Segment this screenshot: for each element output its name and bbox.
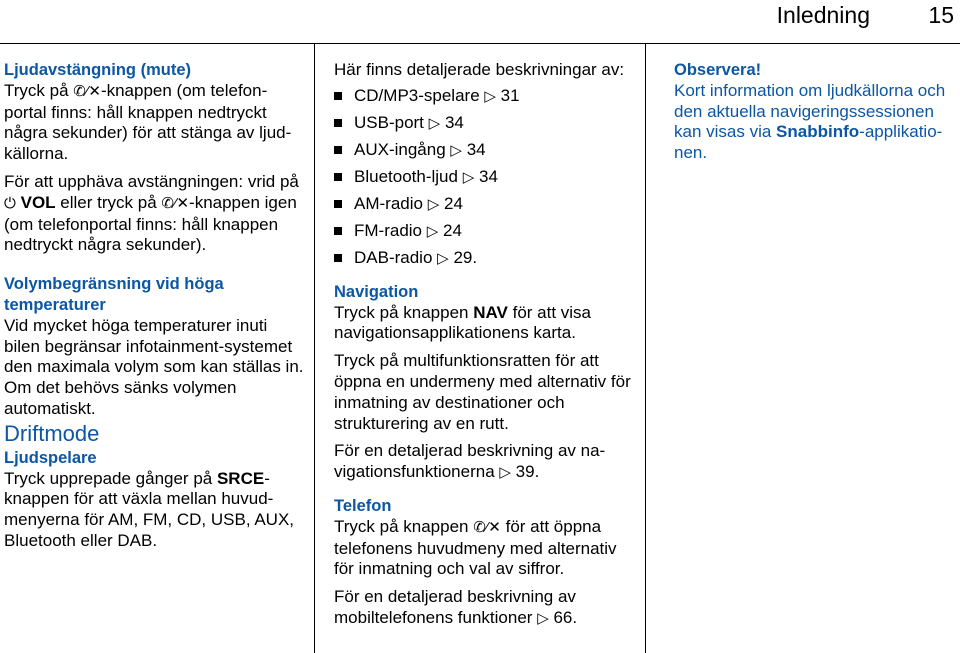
player-paragraph [4,469,304,552]
volume-limit-text: Vid mycket höga temperaturer inuti bilen begränsar infotainment-systemet den maximala volym som kan ställas in. Om det behövs sänks volymen automatiskt. [4,315,304,418]
page-ref-icon: ▷ [462,168,475,186]
text: -knappen igen (om telefonportal finns: håll knappen nedtryckt några sekunder). [4,192,297,255]
quick-info-key: Snabbinfo [776,122,860,142]
navigation-paragraph-2: Tryck på multifunktionsratten för att öppna en undermeny med alternativ för inmatning av destinationer och strukturering av en rutt. [334,351,631,433]
item-page: 24 [443,220,462,240]
navigation-paragraph-3 [334,441,634,484]
column-divider-1 [314,44,315,653]
text: För en detaljerad beskrivning av na-vigationsfunktionerna [334,441,606,482]
page-number: 15 [928,2,954,28]
page-ref-icon: ▷ [484,87,496,105]
column-3 [674,60,956,164]
item-label: USB-port [354,112,424,132]
text: -knappen (om telefon-portal finns: håll knappen nedtryckt några sekunder) för att stänga av ljud-källorna. [4,80,292,164]
text: För att upphäva avstängningen: vrid på [4,171,299,191]
list-item [334,218,634,245]
item-label: AM-radio [354,193,423,213]
text: Tryck på knappen [334,516,474,536]
note-text [674,81,956,164]
page-ref-icon: ▷ [428,114,441,132]
srce-key: SRCE [216,468,265,488]
list-item [334,164,634,191]
page-ref-icon: ▷ [499,464,511,482]
text: för att visa navigationsapplikationens karta. [334,302,592,343]
item-label: FM-radio [354,220,423,240]
list-item [334,137,634,164]
nav-key: NAV [473,302,508,322]
phone-mute-icon: ✆⁄✕ [161,194,190,212]
list-item [334,191,634,218]
text: Tryck upprepade gånger på [4,468,217,488]
list-item [334,110,634,137]
page-ref-icon: ▷ [437,249,449,267]
section-title: Driftmode [4,420,100,446]
text: eller tryck på [55,192,162,212]
chapter-title: Inledning [776,2,870,28]
page-ref-icon: ▷ [426,222,439,240]
page-ref-icon: ▷ [427,195,440,213]
text: Tryck på knappen [334,302,474,322]
page-ref: 66. [553,607,578,627]
page-ref-icon: ▷ [537,609,549,627]
list-item [334,245,634,272]
phone-mute-icon: ✆⁄✕ [73,82,101,100]
power-icon: ⏻ [4,194,16,212]
page-ref: 39. [515,462,540,482]
text: -knappen för att växla mellan huvud-menyerna för AM, FM, CD, USB, AUX, Bluetooth eller DAB. [4,468,295,550]
navigation-heading: Navigation [334,282,419,301]
mute-paragraph-1 [4,81,304,165]
navigation-paragraph-1 [334,303,634,345]
page-ref-icon: ▷ [450,141,462,159]
item-label: DAB-radio [354,247,433,267]
telephone-paragraph-1 [334,517,634,580]
vol-key: VOL [20,192,56,212]
intro-text: Här finns detaljerade beskrivningar av: [334,60,625,79]
column-2 [334,60,634,630]
column-divider-2 [645,44,646,653]
header-divider [0,43,960,44]
player-heading: Ljudspelare [4,448,97,467]
text: Kort information om ljudkällorna och den aktuella navigeringssessionen kan visas via [674,80,946,142]
item-page: 24 [443,193,463,213]
source-list [334,83,634,272]
item-page: 29. [453,247,478,267]
mute-paragraph-2 [4,172,304,256]
item-label: Bluetooth-ljud [354,166,458,186]
telephone-heading: Telefon [334,496,392,515]
text: för att öppna telefonens huvudmeny med alternativ för inmatning och val av siffror. [334,516,617,579]
phone-mute-icon: ✆⁄✕ [473,518,501,536]
item-label: AUX-ingång [354,139,446,159]
text: -applikatio-nen. [674,122,943,163]
item-page: 34 [478,166,498,186]
telephone-paragraph-2 [334,587,634,630]
item-page: 34 [466,139,486,159]
text: Tryck på [4,80,74,100]
volume-limit-heading: Volymbegränsning vid höga temperaturer [4,275,224,314]
mute-heading: Ljudavstängning (mute) [4,61,191,79]
list-item [334,83,634,110]
text: För en detaljerad beskrivning av mobiltelefonens funktioner [334,587,576,627]
item-label: CD/MP3-spelare [354,85,480,105]
note-heading: Observera! [674,61,762,79]
column-1 [4,60,304,552]
item-page: 31 [500,85,520,105]
item-page: 34 [444,112,464,132]
